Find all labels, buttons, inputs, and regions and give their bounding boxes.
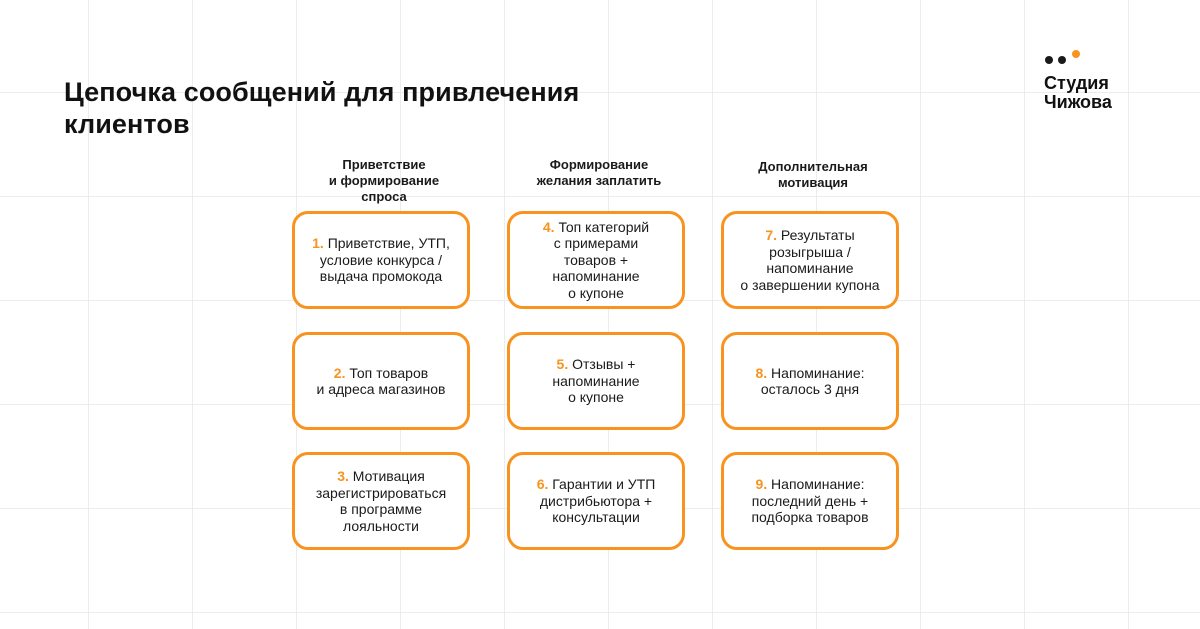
text-line: Топ категорий bbox=[558, 218, 650, 235]
text-line: о купоне bbox=[568, 389, 624, 406]
text-line: дистрибьютора + bbox=[539, 492, 653, 509]
step-card-2 bbox=[292, 332, 470, 430]
text-line: о завершении купона bbox=[740, 276, 880, 293]
step-card-text bbox=[543, 219, 649, 302]
step-number: 1. bbox=[312, 235, 328, 252]
text-line: Приветствие bbox=[342, 157, 426, 172]
logo-text bbox=[1044, 74, 1164, 112]
logo-dot bbox=[1058, 56, 1066, 64]
text-line: консультации bbox=[552, 509, 640, 526]
step-card-5 bbox=[507, 332, 685, 430]
text-line: последний день + bbox=[751, 492, 869, 509]
step-card-text bbox=[751, 476, 868, 526]
text-line: выдача промокода bbox=[319, 268, 443, 285]
text-line: Формирование bbox=[549, 157, 649, 172]
step-number: 4. bbox=[542, 218, 559, 235]
text-line: и адреса магазинов bbox=[316, 381, 446, 397]
step-number: 9. bbox=[755, 476, 772, 493]
text-line: Топ товаров bbox=[349, 364, 429, 381]
logo-dot-accent bbox=[1072, 50, 1080, 58]
text-line: условие конкурса / bbox=[319, 251, 443, 268]
text-line: зарегистрироваться bbox=[315, 484, 447, 501]
step-card-9 bbox=[721, 452, 899, 550]
step-number: 7. bbox=[765, 227, 781, 243]
step-card-text bbox=[316, 468, 446, 534]
text-line: напоминание bbox=[766, 260, 854, 276]
text-line: Отзывы + bbox=[572, 356, 636, 373]
text-line: подборка товаров bbox=[751, 509, 869, 526]
step-card-1 bbox=[292, 211, 470, 309]
text-line: Приветствие, УТП, bbox=[327, 235, 450, 252]
step-card-text bbox=[740, 227, 879, 293]
text-line: лояльности bbox=[343, 517, 419, 534]
step-card-text bbox=[312, 235, 450, 285]
text-line: мотивация bbox=[777, 175, 849, 190]
page-title: Цепочка сообщений для привлечения клиентов bbox=[64, 77, 580, 139]
text-line: о купоне bbox=[568, 284, 624, 301]
text-line: Мотивация bbox=[352, 468, 425, 484]
text-line: Гарантии и УТП bbox=[552, 476, 656, 493]
step-card-text bbox=[317, 365, 446, 398]
text-line: Результаты bbox=[780, 227, 855, 243]
step-card-3 bbox=[292, 452, 470, 550]
step-number: 2. bbox=[333, 364, 350, 381]
text-line: напоминание bbox=[552, 372, 640, 389]
logo-dots-icon bbox=[1044, 50, 1164, 64]
step-card-8 bbox=[721, 332, 899, 430]
step-card-text bbox=[755, 365, 864, 398]
text-line: спроса bbox=[361, 189, 407, 204]
step-card-text bbox=[552, 356, 639, 406]
step-card-7 bbox=[721, 211, 899, 309]
step-card-4 bbox=[507, 211, 685, 309]
column-header-1 bbox=[292, 157, 476, 205]
logo-line-1: Студия bbox=[1044, 73, 1109, 93]
text-line: розыгрыша / bbox=[769, 243, 851, 260]
step-number: 6. bbox=[536, 476, 553, 493]
text-line: Дополнительная bbox=[758, 159, 868, 174]
column-header-3 bbox=[721, 159, 905, 191]
logo-dot bbox=[1045, 56, 1053, 64]
step-card-6 bbox=[507, 452, 685, 550]
text-line: Напоминание: bbox=[771, 364, 865, 381]
text-line: в программе bbox=[339, 501, 423, 517]
text-line: и формирование bbox=[328, 173, 440, 188]
step-card-text bbox=[537, 476, 656, 526]
text-line: товаров + bbox=[563, 251, 629, 268]
step-number: 3. bbox=[337, 468, 353, 484]
step-number: 5. bbox=[556, 356, 573, 373]
text-line: осталось 3 дня bbox=[760, 381, 860, 397]
logo-line-2: Чижова bbox=[1044, 92, 1112, 112]
step-number: 8. bbox=[755, 364, 772, 381]
column-header-2 bbox=[507, 157, 691, 189]
text-line: напоминание bbox=[552, 268, 640, 285]
studio-logo bbox=[1044, 50, 1164, 112]
text-line: Напоминание: bbox=[771, 476, 865, 493]
text-line: желания заплатить bbox=[536, 173, 662, 188]
text-line: с примерами bbox=[553, 235, 639, 252]
